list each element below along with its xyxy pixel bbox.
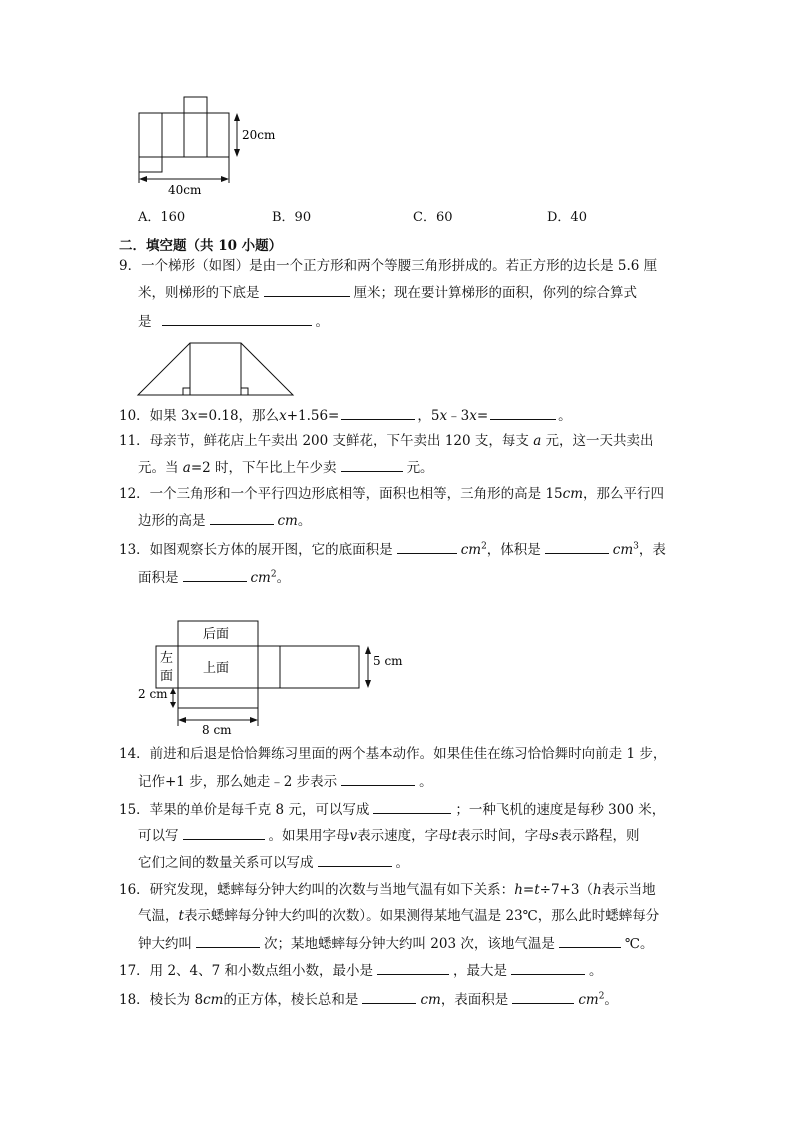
q17-part-c: 。 bbox=[589, 963, 603, 979]
q10-part-c: +1.56= bbox=[286, 408, 340, 424]
q15-blank-1[interactable] bbox=[373, 799, 451, 814]
q15-var-s: s bbox=[551, 828, 559, 844]
q13-blank-3[interactable] bbox=[183, 567, 247, 582]
q10-var-4: x bbox=[469, 408, 477, 424]
q12-line2 bbox=[138, 510, 311, 531]
q12-blank[interactable] bbox=[210, 510, 274, 525]
q14-blank[interactable] bbox=[341, 771, 415, 786]
q10-part-f: = bbox=[476, 408, 489, 424]
fig8-height-label: 20cm bbox=[242, 128, 276, 142]
q13-line2 bbox=[138, 567, 290, 588]
option-d: D．40 bbox=[547, 210, 587, 225]
q9-line3 bbox=[138, 311, 329, 332]
q9-line2b: 厘米；现在要计算梯形的面积，你列的综合算式 bbox=[353, 285, 637, 301]
q18-part-c: ，表面积是 bbox=[440, 992, 509, 1008]
fig13-left-2: 面 bbox=[160, 669, 174, 684]
q16-line2b: 表示蟋蟀每分钟大约叫的次数）。如果测得某地气温是 23℃，那么此时蟋蟀每分 bbox=[183, 908, 660, 924]
q12-line2b: 。 bbox=[297, 513, 312, 529]
q18-part-a: 18．棱长为 8 bbox=[119, 992, 204, 1008]
q18-blank-1[interactable] bbox=[362, 989, 416, 1004]
q9-line2a: 米，则梯形的下底是 bbox=[138, 285, 260, 301]
q10-part-b: =0.18，那么 bbox=[197, 408, 280, 424]
q13-unit-1: cm bbox=[460, 542, 482, 558]
q12-line1b: ，那么平行四 bbox=[583, 486, 665, 502]
q13-line1a: 13．如图观察长方体的展开图，它的底面积是 bbox=[119, 542, 393, 558]
q16-line3 bbox=[138, 933, 653, 954]
q11-var-a: a bbox=[533, 433, 542, 449]
q16-blank-1[interactable] bbox=[196, 933, 260, 948]
q13-sq-2: 2 bbox=[270, 569, 277, 580]
q11-line2a: 元。当 bbox=[138, 460, 179, 476]
q16-line3a: 钟大约叫 bbox=[138, 936, 192, 952]
q13-line1 bbox=[119, 539, 666, 560]
q16-var-t: t bbox=[534, 882, 540, 898]
q10-var-1: x bbox=[189, 408, 198, 424]
option-b: B．90 bbox=[272, 210, 312, 225]
option-c: C．60 bbox=[413, 210, 453, 225]
q9-line1: 9．一个梯形（如图）是由一个正方形和两个等腰三角形拼成的。若正方形的边长是 5.6 厘 bbox=[119, 258, 658, 274]
cuboid-net-figure-q13 bbox=[130, 614, 420, 740]
q18-sq: 2 bbox=[598, 991, 605, 1002]
q14-line2b: 。 bbox=[419, 774, 433, 790]
q16-line3b: 次；某地蟋蟀每分钟大约叫 203 次，该地气温是 bbox=[264, 936, 555, 952]
trapezoid-figure-q9 bbox=[136, 340, 296, 398]
q16-line2a: 气温， bbox=[138, 908, 179, 924]
q14-line2a: 记作+1 步，那么她走﹣2 步表示 bbox=[138, 774, 338, 790]
q18-line bbox=[119, 989, 618, 1010]
cuboid-net-figure-q8 bbox=[130, 92, 290, 198]
q16-line1d: 表示当地 bbox=[601, 882, 656, 898]
q12-line1a: 12．一个三角形和一个平行四边形底相等，面积也相等，三角形的高是 15 bbox=[119, 486, 563, 502]
q9-blank-2[interactable] bbox=[162, 311, 312, 326]
q16-line2 bbox=[138, 906, 659, 926]
fig13-label-8cm: 8 cm bbox=[202, 723, 232, 737]
q9-blank-1[interactable] bbox=[264, 282, 350, 297]
q16-blank-2[interactable] bbox=[559, 933, 621, 948]
q10-part-d: ，5 bbox=[417, 408, 440, 424]
q9-line3a: 是 bbox=[138, 314, 152, 330]
q13-line2a: 面积是 bbox=[138, 570, 179, 586]
q11-var-a2: a bbox=[182, 460, 191, 476]
q14-line2 bbox=[138, 771, 433, 792]
fig13-label-2cm: 2 cm bbox=[138, 687, 168, 701]
q12-unit-2: cm bbox=[277, 513, 298, 529]
q13-sq-1: 2 bbox=[481, 541, 487, 552]
q11-line2c: 元。 bbox=[406, 460, 434, 476]
q13-unit-2: cm bbox=[612, 542, 634, 558]
q10-var-2: x bbox=[279, 408, 287, 424]
q16-var-h2: h bbox=[592, 882, 602, 898]
q10-part-g: 。 bbox=[558, 408, 572, 424]
q17-part-b: ，最大是 bbox=[453, 963, 508, 979]
q11-line2 bbox=[138, 457, 434, 478]
q18-unit-1: cm bbox=[203, 992, 224, 1008]
q9-line2 bbox=[138, 282, 637, 303]
q11-line1 bbox=[119, 431, 654, 451]
q12-line2a: 边形的高是 bbox=[138, 513, 206, 529]
q17-line bbox=[119, 960, 603, 981]
q15-line2a: 可以写 bbox=[138, 828, 179, 844]
q18-blank-2[interactable] bbox=[512, 989, 574, 1004]
fig13-back: 后面 bbox=[203, 627, 230, 642]
q15-blank-2[interactable] bbox=[183, 825, 265, 840]
q10-line bbox=[119, 405, 572, 426]
q14-line1: 14．前进和后退是恰恰舞练习里面的两个基本动作。如果佳佳在练习恰恰舞时向前走 1 步， bbox=[119, 746, 667, 762]
q15-line2e: 表示路程，则 bbox=[558, 828, 640, 844]
q10-blank-2[interactable] bbox=[490, 405, 556, 420]
q11-blank[interactable] bbox=[341, 457, 403, 472]
q15-line3b: 。 bbox=[395, 855, 409, 871]
q10-part-a: 10．如果 3 bbox=[119, 408, 190, 424]
q12-line1 bbox=[119, 484, 664, 504]
q15-line1b: ；一种飞机的速度是每秒 300 米， bbox=[455, 802, 666, 818]
fig8-width-label: 40cm bbox=[168, 183, 202, 197]
q15-var-v: v bbox=[349, 828, 358, 844]
q16-line1b: = bbox=[522, 882, 535, 898]
q15-line3a: 它们之间的数量关系可以写成 bbox=[138, 855, 314, 871]
q11-line2b: =2 时，下午比上午少卖 bbox=[190, 460, 337, 476]
q13-cu: 3 bbox=[633, 541, 639, 552]
q15-line1a: 15．苹果的单价是每千克 8 元，可以写成 bbox=[119, 802, 370, 818]
section-title: 二．填空题（共 10 小题） bbox=[119, 238, 283, 254]
q13-unit-3: cm bbox=[250, 570, 271, 586]
q13-line1c: ，表 bbox=[638, 542, 666, 558]
q15-line2d: 表示时间，字母 bbox=[457, 828, 552, 844]
q9-line3b: 。 bbox=[315, 314, 329, 330]
q15-line2c: 表示速度，字母 bbox=[357, 828, 452, 844]
q15-blank-3[interactable] bbox=[318, 852, 392, 867]
q16-line1a: 16．研究发现，蟋蟀每分钟大约叫的次数与当地气温有如下关系： bbox=[119, 882, 515, 898]
q15-line3 bbox=[138, 852, 409, 873]
q18-unit-3: cm bbox=[578, 992, 599, 1008]
fig13-top: 上面 bbox=[203, 661, 230, 676]
q13-blank-2[interactable] bbox=[545, 539, 609, 554]
q15-var-t: t bbox=[451, 828, 458, 844]
q17-blank-2[interactable] bbox=[511, 960, 585, 975]
q13-line2b: 。 bbox=[276, 570, 291, 586]
q16-line3c: ℃。 bbox=[624, 936, 654, 952]
q15-line1 bbox=[119, 799, 665, 820]
q10-var-3: x bbox=[439, 408, 448, 424]
q16-var-h: h bbox=[514, 882, 523, 898]
q12-unit-1: cm bbox=[562, 486, 584, 502]
q17-blank-1[interactable] bbox=[377, 960, 449, 975]
q15-line2 bbox=[138, 825, 640, 846]
q11-line1a: 11．母亲节，鲜花店上午卖出 200 支鲜花，下午卖出 120 支，每支 bbox=[119, 433, 529, 449]
option-a: A．160 bbox=[138, 210, 186, 225]
q10-blank-1[interactable] bbox=[341, 405, 415, 420]
q18-part-b: 的正方体，棱长总和是 bbox=[223, 992, 359, 1008]
q13-blank-1[interactable] bbox=[397, 539, 457, 554]
q15-line2b: 。如果用字母 bbox=[268, 828, 350, 844]
q11-line1b: 元，这一天共卖出 bbox=[545, 433, 654, 449]
q18-unit-2: cm bbox=[420, 992, 441, 1008]
fig13-label-5cm: 5 cm bbox=[373, 654, 403, 668]
q16-var-t2: t bbox=[178, 908, 184, 924]
q10-part-e: ﹣3 bbox=[447, 408, 470, 424]
fig13-left-1: 左 bbox=[160, 651, 174, 666]
q16-line1c: ÷7+3（ bbox=[539, 882, 593, 898]
q18-part-d: 。 bbox=[604, 992, 618, 1008]
q16-line1 bbox=[119, 880, 656, 900]
q17-part-a: 17．用 2、4、7 和小数点组小数，最小是 bbox=[119, 963, 374, 979]
q13-line1b: ，体积是 bbox=[486, 542, 541, 558]
